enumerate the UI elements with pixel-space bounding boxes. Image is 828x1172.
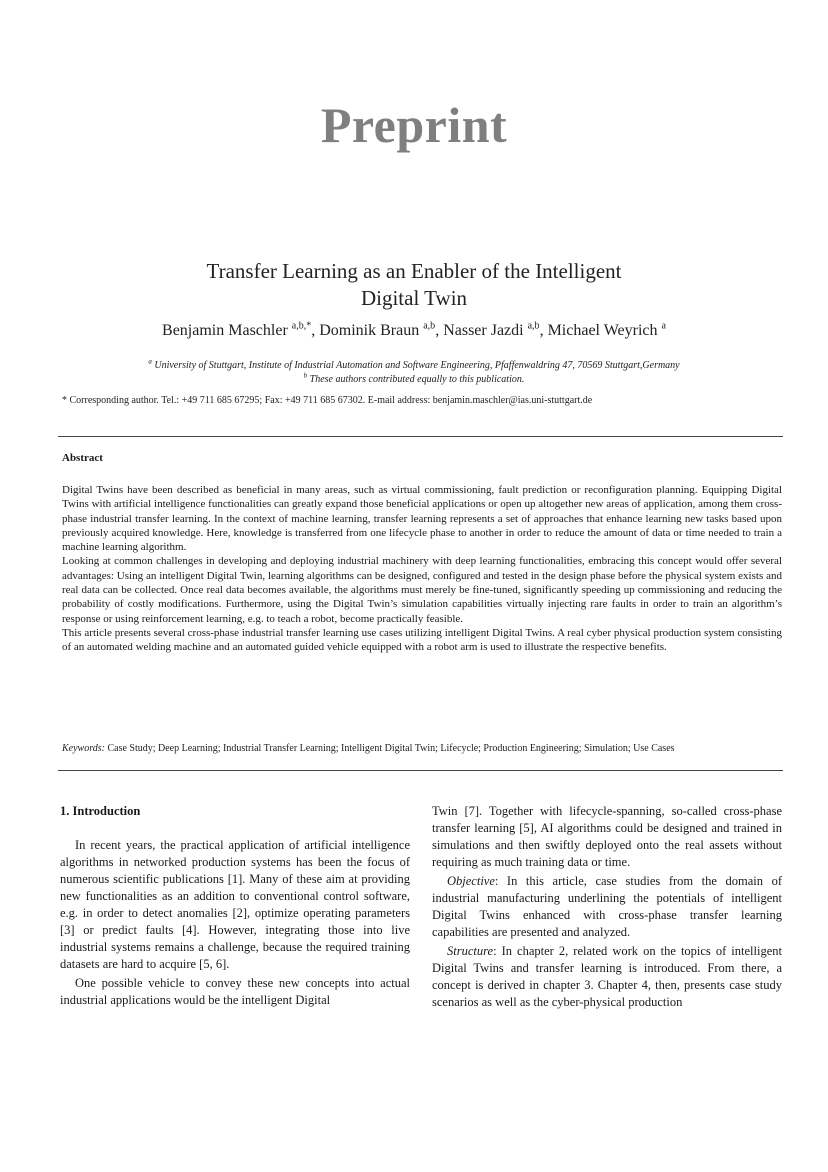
body-paragraph: Twin [7]. Together with lifecycle-spanning, so-called cross-phase transfer learning [5], AI algorithms could be designed and trained in simulations and then swiftly deployed onto the real assets without requiring as much training data or time. [432,804,782,869]
author-list [0,322,828,340]
keywords-label: Keywords: [62,743,105,754]
right-column [432,803,782,1011]
body-paragraph: In recent years, the practical application of artificial intelligence algorithms in networked production systems has been the focus of numerous scientific publications [1]. Many of these aim at providing new functionalities as an addition to conventional control software, e.g. in order to detect anomalies [2], optimize operating parameters [3] or predict faults [4]. However, integrating those into live industrial systems remains a challenge, because the required training datasets are hard to acquire [5, 6]. [60,838,410,971]
author: Nasser Jazdi $^{a,b}$, [443,320,548,339]
title-line-2: Digital Twin [360,286,468,310]
author: Benjamin Maschler $^{a,b,*}$, [162,320,320,339]
section-heading-introduction: 1. Introduction [60,804,141,818]
paper-title [140,258,688,312]
abstract-paragraph: Digital Twins have been described as beneficial in many areas, such as virtual commissioning, fault prediction or reconfiguration planning. Equipping Digital Twins with artificial intelligence functionalities can greatly expand those beneficial applications or open up altogether new areas of application, among them cross-phase industrial transfer learning. In the context of machine learning, transfer learning represents a set of approaches that enhance learning new tasks based upon previously acquired knowledge. Here, knowledge is transferred from one lifecycle phase to another in order to reduce the amount of data or time needed to train a machine learning algorithm. [62,484,782,554]
author: Michael Weyrich $^a$ [547,320,666,339]
body-paragraph: Structure: In chapter 2, related work on the topics of intelligent Digital Twins and transfer learning is introduced. From there, a concept is derived in chapter 3. Chapter 4, then, presents case study scenarios as well as the cyber-physical production [432,944,782,1009]
left-column [60,803,410,1009]
affiliation-b: $^b$ These authors contributed equally to this publication. [303,371,525,385]
body-paragraph: Objective: In this article, case studies from the domain of industrial manufacturing underlining the potentials of intelligent Digital Twins enhanced with cross-phase transfer learning capabilities are presented and analyzed. [432,874,782,939]
abstract-paragraph: This article presents several cross-phase industrial transfer learning use cases utilizing intelligent Digital Twins. A real cyber physical production system consisting of an automated welding machine and an automated guided vehicle equipped with a robot arm is used to illustrate the respective benefits. [62,626,782,654]
affiliation-a: $^a$ University of Stuttgart, Institute of Industrial Automation and Software Engineering, Pfaffenwaldring 47, 70569 Stuttgart,Germany [148,357,680,371]
abstract-paragraph: Looking at common challenges in developing and deploying industrial machinery with deep learning functionalities, embracing this concept would offer several advantages: Using an intelligent Digital Twin, learning algorithms can be designed, configured and tested in the design phase before the physical system exists and real data can be collected. Once real data becomes available, the algorithms must merely be fine-tuned, significantly speeding up commissioning and reducing the probability of costly modifications. Furthermore, using the Digital Twin’s simulation capabilities virtually injecting rare faults in order to train an algorithm’s response or using reinforcement learning, e.g. to teach a robot, become practically feasible. [62,555,782,625]
body-paragraph: One possible vehicle to convey these new concepts into actual industrial applications would be the intelligent Digital [60,976,410,1007]
divider-top [58,436,783,437]
keywords-line [62,743,782,754]
abstract-heading: Abstract [62,452,103,464]
abstract-body [62,483,782,655]
title-line-1: Transfer Learning as an Enabler of the Intelligent [206,259,622,283]
divider-bottom [58,770,783,771]
affiliations [0,359,828,387]
preprint-watermark: Preprint [320,97,508,153]
keywords-text: Case Study; Deep Learning; Industrial Transfer Learning; Intelligent Digital Twin; Lifecycle; Production Engineering; Simulation; Use Cases [104,743,675,754]
corresponding-author-note: * Corresponding author. Tel.: +49 711 685 67295; Fax: +49 711 685 67302. E-mail address: benjamin.maschler@ias.uni-stuttgart.de [62,395,593,406]
author: Dominik Braun $^{a,b}$, [319,320,444,339]
